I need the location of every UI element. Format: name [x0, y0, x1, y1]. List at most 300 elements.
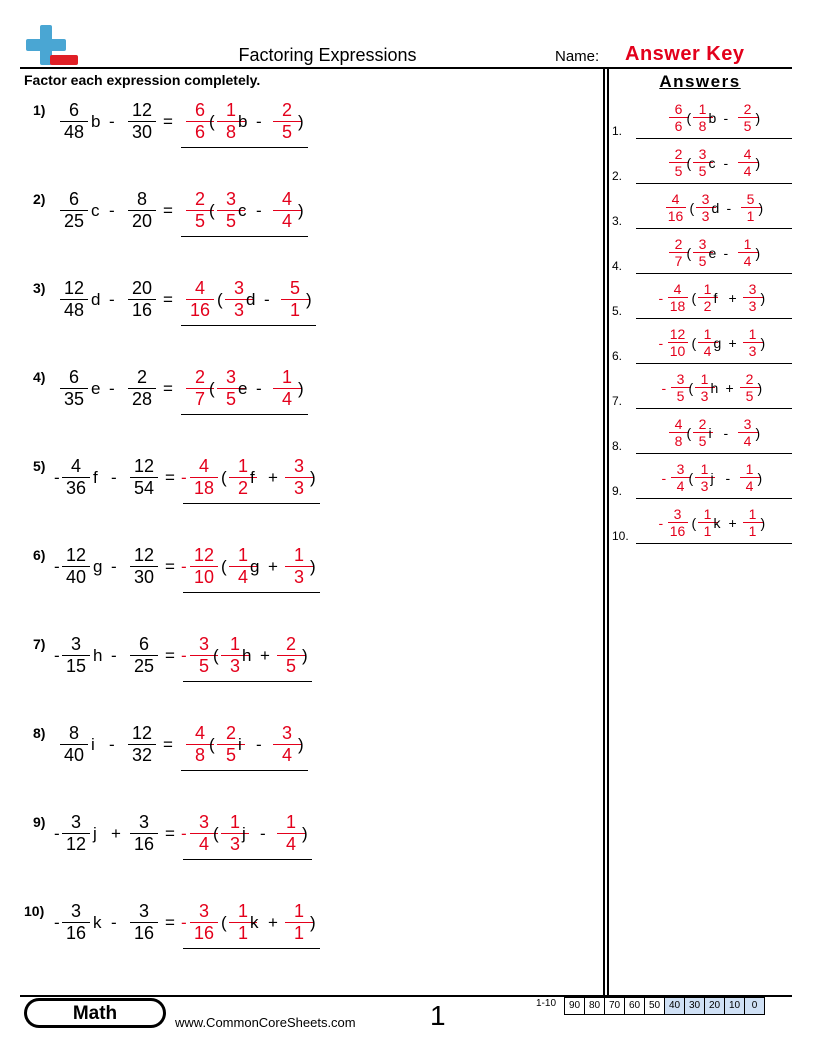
answer-key-gcf-numerator: 12	[669, 326, 686, 342]
name-label: Name:	[555, 48, 600, 65]
instructions: Factor each expression completely.	[24, 72, 261, 88]
answer-negative: -	[181, 824, 187, 843]
operator: -	[109, 112, 115, 131]
answer-key-open-paren: (	[688, 470, 694, 486]
answer-variable: b	[238, 112, 248, 131]
answer-key-operator: -	[723, 245, 729, 261]
answer-key-const-denominator: 3	[748, 343, 757, 359]
term-a-numerator: 3	[70, 634, 81, 654]
answer-label: 2.	[612, 169, 623, 183]
term-b	[125, 723, 159, 767]
term-a	[59, 901, 93, 945]
answer-coef-numerator: 1	[237, 456, 248, 476]
term-b	[127, 634, 161, 678]
answer-key-open-paren: (	[686, 425, 692, 441]
term-a-numerator: 8	[68, 723, 79, 743]
answer-coef-denominator: 5	[225, 211, 236, 231]
answer-key-underline	[636, 138, 792, 139]
term-a-numerator: 6	[68, 367, 79, 387]
answer-key-gcf	[664, 191, 688, 225]
answer-key-gcf-numerator: 4	[671, 191, 680, 207]
site-url: www.CommonCoreSheets.com	[175, 1015, 356, 1030]
answer-key-gcf-denominator: 5	[674, 163, 683, 179]
close-paren: )	[306, 290, 312, 309]
score-cell: 70	[604, 997, 625, 1015]
term-b	[125, 189, 159, 233]
term-b-denominator: 20	[131, 211, 153, 231]
term-b-numerator: 3	[138, 901, 149, 921]
answer-key-gcf-denominator: 16	[669, 523, 686, 539]
answer-key-open-paren: (	[686, 245, 692, 261]
answer-label: 6.	[612, 349, 623, 363]
negative-sign: -	[54, 468, 60, 487]
answer-const-denominator: 5	[281, 122, 292, 142]
term-b-numerator: 12	[131, 723, 153, 743]
equals-sign: =	[163, 201, 173, 220]
answer-key-open-paren: (	[689, 200, 695, 216]
answer-coef-numerator: 1	[225, 100, 236, 120]
page-title: Factoring Expressions	[238, 45, 417, 65]
answer-coef-denominator: 2	[237, 478, 248, 498]
answer-const-denominator: 4	[281, 745, 292, 765]
answer-key-variable: k	[713, 515, 721, 531]
answer-key-const-denominator: 5	[743, 118, 752, 134]
answer-key-open-paren: (	[686, 110, 692, 126]
answer-gcf-numerator: 6	[194, 100, 205, 120]
answer-key-operator: +	[728, 290, 737, 306]
answer-key-close-paren: )	[758, 200, 764, 216]
answer-operator: -	[256, 112, 262, 131]
answer-key-gcf-denominator: 4	[676, 478, 685, 494]
term-a-denominator: 12	[65, 834, 87, 854]
answer-key-coef-numerator: 3	[698, 146, 707, 162]
answer-coef-denominator: 3	[229, 834, 240, 854]
answer-underline	[181, 414, 308, 415]
problem-number: 10)	[24, 903, 45, 919]
answer-coef-denominator: 5	[225, 745, 236, 765]
answer-coef-numerator: 1	[237, 545, 248, 565]
answer-key-close-paren: )	[757, 470, 763, 486]
variable: e	[91, 379, 101, 398]
term-a-numerator: 3	[70, 812, 81, 832]
answer-underline	[183, 681, 312, 682]
answer-key-coef-denominator: 5	[698, 433, 707, 449]
answer-key-gcf-denominator: 10	[669, 343, 686, 359]
score-table	[565, 997, 765, 1015]
term-a	[57, 189, 91, 233]
score-cell: 50	[644, 997, 665, 1015]
variable: d	[91, 290, 101, 309]
answer-key-gcf-numerator: 2	[674, 146, 683, 162]
answer-const-denominator: 4	[285, 834, 296, 854]
answer-key-variable: i	[708, 425, 712, 441]
answer-key-const-numerator: 1	[745, 461, 754, 477]
open-paren: (	[209, 379, 215, 398]
variable: i	[91, 735, 95, 754]
term-a	[57, 723, 91, 767]
score-cell: 10	[724, 997, 745, 1015]
answer-operator: -	[264, 290, 270, 309]
answer-key-underline	[636, 453, 792, 454]
answer-key-const-denominator: 1	[746, 208, 755, 224]
answer-underline	[181, 236, 308, 237]
term-b	[127, 545, 161, 589]
answer-key-const-denominator: 3	[748, 298, 757, 314]
answer-key-gcf-denominator: 16	[667, 208, 684, 224]
answer-key-coef-numerator: 3	[698, 236, 707, 252]
answer-label: 3.	[612, 214, 623, 228]
answer-key-coef-denominator: 8	[698, 118, 707, 134]
answer-negative: -	[181, 646, 187, 665]
operator: -	[109, 290, 115, 309]
answer-key-const-denominator: 4	[745, 478, 754, 494]
answer-key-operator: +	[725, 380, 734, 396]
answer-label: 5.	[612, 304, 623, 318]
answer-key-variable: d	[711, 200, 720, 216]
answer-gcf	[187, 545, 221, 589]
answer-operator: +	[268, 913, 278, 932]
answer-operator: -	[256, 735, 262, 754]
term-b	[127, 901, 161, 945]
answer-key-gcf-denominator: 8	[674, 433, 683, 449]
score-cell: 0	[744, 997, 765, 1015]
answer-gcf	[183, 278, 217, 322]
answer-key-const-numerator: 2	[743, 101, 752, 117]
answer-key-const-denominator: 5	[745, 388, 754, 404]
term-a-numerator: 4	[70, 456, 81, 476]
term-a-denominator: 40	[63, 745, 85, 765]
answer-key-negative: -	[658, 335, 664, 351]
answer-negative: -	[181, 557, 187, 576]
term-a	[57, 278, 91, 322]
term-a-denominator: 35	[63, 389, 85, 409]
equals-sign: =	[165, 468, 175, 487]
answer-key-operator: -	[726, 200, 732, 216]
term-b-denominator: 32	[131, 745, 153, 765]
answer-gcf	[187, 456, 221, 500]
answer-key-open-paren: (	[691, 290, 697, 306]
answer-variable: h	[242, 646, 252, 665]
term-b-numerator: 12	[131, 100, 153, 120]
answer-key-gcf-numerator: 3	[676, 461, 685, 477]
term-b-numerator: 2	[136, 367, 147, 387]
answer-gcf-denominator: 8	[194, 745, 205, 765]
answer-gcf-numerator: 4	[194, 723, 205, 743]
answer-key-operator: -	[723, 110, 729, 126]
answer-const-numerator: 4	[281, 189, 292, 209]
term-b-denominator: 16	[133, 923, 155, 943]
answer-const-denominator: 4	[281, 211, 292, 231]
close-paren: )	[302, 646, 308, 665]
term-b	[125, 278, 159, 322]
logo-minus	[50, 55, 78, 65]
close-paren: )	[310, 468, 316, 487]
answer-key-coef-numerator: 3	[701, 191, 710, 207]
answer-underline	[183, 948, 320, 949]
answer-const-denominator: 5	[285, 656, 296, 676]
answer-key-coef-denominator: 3	[700, 388, 709, 404]
answer-underline	[181, 147, 308, 148]
answer-const-numerator: 2	[281, 100, 292, 120]
answer-variable: d	[246, 290, 256, 309]
answer-key-coef-numerator: 1	[703, 326, 712, 342]
answer-gcf-denominator: 10	[193, 567, 215, 587]
score-cell: 90	[564, 997, 585, 1015]
answer-coef-denominator: 3	[233, 300, 244, 320]
answer-key-coef-denominator: 2	[703, 298, 712, 314]
answer-operator: -	[256, 201, 262, 220]
open-paren: (	[209, 201, 215, 220]
answer-label: 7.	[612, 394, 623, 408]
equals-sign: =	[163, 112, 173, 131]
answer-const-numerator: 1	[285, 812, 296, 832]
term-a-numerator: 12	[63, 278, 85, 298]
close-paren: )	[298, 735, 304, 754]
answer-key-gcf-numerator: 4	[674, 416, 683, 432]
answer-key-negative: -	[658, 290, 664, 306]
term-b	[127, 456, 161, 500]
answer-key-const-numerator: 1	[743, 236, 752, 252]
variable: j	[93, 824, 97, 843]
answer-key-open-paren: (	[686, 155, 692, 171]
answer-coef-numerator: 3	[225, 189, 236, 209]
answer-variable: i	[238, 735, 242, 754]
problem-number: 7)	[33, 636, 46, 652]
answer-gcf-denominator: 6	[194, 122, 205, 142]
variable: h	[93, 646, 103, 665]
answer-key-const-numerator: 5	[746, 191, 755, 207]
answer-const-numerator: 1	[293, 901, 304, 921]
term-b-denominator: 16	[133, 834, 155, 854]
open-paren: (	[221, 468, 227, 487]
answer-underline	[183, 859, 312, 860]
answer-variable: e	[238, 379, 248, 398]
answer-key-underline	[636, 363, 792, 364]
negative-sign: -	[54, 646, 60, 665]
close-paren: )	[298, 112, 304, 131]
answer-coef-numerator: 3	[225, 367, 236, 387]
answer-coef	[218, 812, 252, 856]
answer-key-open-paren: (	[688, 380, 694, 396]
term-b-denominator: 54	[133, 478, 155, 498]
answer-gcf-denominator: 5	[194, 211, 205, 231]
term-b-numerator: 8	[136, 189, 147, 209]
answer-label: 9.	[612, 484, 623, 498]
answer-key-close-paren: )	[755, 425, 761, 441]
equals-sign: =	[165, 824, 175, 843]
answer-key-const-numerator: 1	[748, 506, 757, 522]
equals-sign: =	[163, 290, 173, 309]
answer-gcf-denominator: 5	[198, 656, 209, 676]
answer-const-numerator: 1	[281, 367, 292, 387]
answer-key-close-paren: )	[760, 290, 766, 306]
answer-key-underline	[636, 498, 792, 499]
variable: k	[93, 913, 102, 932]
term-b-denominator: 28	[131, 389, 153, 409]
negative-sign: -	[54, 913, 60, 932]
answer-negative: -	[181, 913, 187, 932]
answer-underline	[181, 325, 316, 326]
answer-key-gcf	[666, 281, 690, 315]
variable: b	[91, 112, 101, 131]
answer-key-operator: -	[723, 155, 729, 171]
answer-key-coef-denominator: 3	[700, 478, 709, 494]
divider-right	[607, 69, 609, 995]
close-paren: )	[298, 201, 304, 220]
problem-number: 8)	[33, 725, 46, 741]
divider-left	[603, 69, 605, 995]
answer-gcf-numerator: 3	[198, 901, 209, 921]
page-number: 1	[430, 1000, 446, 1031]
answer-key-const-numerator: 3	[748, 281, 757, 297]
answer-operator: +	[260, 646, 270, 665]
answer-key-variable: g	[713, 335, 722, 351]
answer-key-negative: -	[661, 380, 667, 396]
term-b-numerator: 12	[133, 545, 155, 565]
answer-gcf-numerator: 2	[194, 367, 205, 387]
equals-sign: =	[165, 557, 175, 576]
term-a-numerator: 6	[68, 100, 79, 120]
answer-coef-numerator: 1	[237, 901, 248, 921]
term-a	[57, 367, 91, 411]
answers-heading: Answers	[659, 72, 741, 91]
term-b-denominator: 16	[131, 300, 153, 320]
answer-underline	[183, 592, 320, 593]
term-b-numerator: 3	[138, 812, 149, 832]
answer-key-gcf-denominator: 7	[674, 253, 683, 269]
answer-const-denominator: 1	[293, 923, 304, 943]
answer-operator: +	[268, 468, 278, 487]
answer-gcf-denominator: 4	[198, 834, 209, 854]
answer-key-coef-numerator: 1	[703, 506, 712, 522]
answer-gcf-denominator: 16	[189, 300, 211, 320]
answer-coef-denominator: 1	[237, 923, 248, 943]
answer-key-gcf-numerator: 6	[674, 101, 683, 117]
answer-coef-numerator: 3	[233, 278, 244, 298]
equals-sign: =	[163, 735, 173, 754]
answer-key-underline	[636, 408, 792, 409]
term-b-numerator: 20	[131, 278, 153, 298]
answer-variable: k	[250, 913, 259, 932]
score-range-label: 1-10	[536, 998, 557, 1009]
close-paren: )	[310, 913, 316, 932]
problem-number: 3)	[33, 280, 46, 296]
answer-key-close-paren: )	[757, 380, 763, 396]
equals-sign: =	[165, 646, 175, 665]
answer-underline	[181, 770, 308, 771]
answer-key-underline	[636, 543, 792, 544]
term-a-denominator: 48	[63, 122, 85, 142]
problem-number: 9)	[33, 814, 46, 830]
answer-key-variable: c	[708, 155, 716, 171]
answer-key-underline	[636, 318, 792, 319]
answer-gcf-numerator: 3	[198, 812, 209, 832]
answer-key-const-numerator: 2	[745, 371, 754, 387]
answer-const-numerator: 5	[289, 278, 300, 298]
answer-key-coef-denominator: 1	[703, 523, 712, 539]
top-rule	[20, 67, 792, 69]
answer-label: 8.	[612, 439, 623, 453]
term-a	[57, 100, 91, 144]
answer-key-coef-denominator: 3	[701, 208, 710, 224]
problem-number: 5)	[33, 458, 46, 474]
term-a	[59, 456, 93, 500]
open-paren: (	[221, 913, 227, 932]
answer-key-const-denominator: 1	[748, 523, 757, 539]
score-cell: 20	[704, 997, 725, 1015]
variable: f	[93, 468, 98, 487]
answer-coef	[214, 723, 248, 767]
answer-gcf-numerator: 4	[194, 278, 205, 298]
negative-sign: -	[54, 557, 60, 576]
answer-key-gcf	[666, 506, 690, 540]
open-paren: (	[213, 824, 219, 843]
answer-operator: -	[256, 379, 262, 398]
answer-key-coef-numerator: 1	[703, 281, 712, 297]
answer-coef-numerator: 1	[229, 634, 240, 654]
answer-label: 4.	[612, 259, 623, 273]
term-a	[59, 634, 93, 678]
answer-key-open-paren: (	[691, 515, 697, 531]
answer-variable: g	[250, 557, 260, 576]
term-b	[127, 812, 161, 856]
answer-key-const-numerator: 4	[743, 146, 752, 162]
answer-key-underline	[636, 228, 792, 229]
answer-key-variable: h	[710, 380, 719, 396]
answer-key-coef-denominator: 5	[698, 253, 707, 269]
term-a-numerator: 3	[70, 901, 81, 921]
answer-const-denominator: 3	[293, 567, 304, 587]
answer-const-numerator: 3	[293, 456, 304, 476]
answer-key-open-paren: (	[691, 335, 697, 351]
answer-coef-denominator: 8	[225, 122, 236, 142]
equals-sign: =	[163, 379, 173, 398]
operator: -	[109, 201, 115, 220]
answer-coef-numerator: 2	[225, 723, 236, 743]
answer-label: 1.	[612, 124, 623, 138]
answer-key-gcf	[666, 326, 690, 360]
term-b-numerator: 6	[138, 634, 149, 654]
variable: c	[91, 201, 100, 220]
close-paren: )	[298, 379, 304, 398]
answer-key-negative: -	[658, 515, 664, 531]
answer-operator: +	[268, 557, 278, 576]
answer-key-variable: e	[708, 245, 717, 261]
close-paren: )	[310, 557, 316, 576]
answer-key-close-paren: )	[760, 335, 766, 351]
answer-key-variable: j	[710, 470, 714, 486]
answer-const-numerator: 3	[281, 723, 292, 743]
answer-underline	[183, 503, 320, 504]
score-cell: 80	[584, 997, 605, 1015]
answer-const-denominator: 1	[289, 300, 300, 320]
term-b-numerator: 12	[133, 456, 155, 476]
operator: -	[111, 557, 117, 576]
answer-key-close-paren: )	[755, 155, 761, 171]
open-paren: (	[213, 646, 219, 665]
term-b	[125, 100, 159, 144]
answer-coef-numerator: 1	[229, 812, 240, 832]
score-cell: 40	[664, 997, 685, 1015]
term-b-denominator: 30	[131, 122, 153, 142]
answer-key-label: Answer Key	[625, 43, 745, 65]
answer-key-negative: -	[661, 470, 667, 486]
term-a-numerator: 6	[68, 189, 79, 209]
answer-key-gcf-denominator: 5	[676, 388, 685, 404]
answer-const-numerator: 1	[293, 545, 304, 565]
operator: -	[109, 379, 115, 398]
answer-key-variable: f	[713, 290, 718, 306]
